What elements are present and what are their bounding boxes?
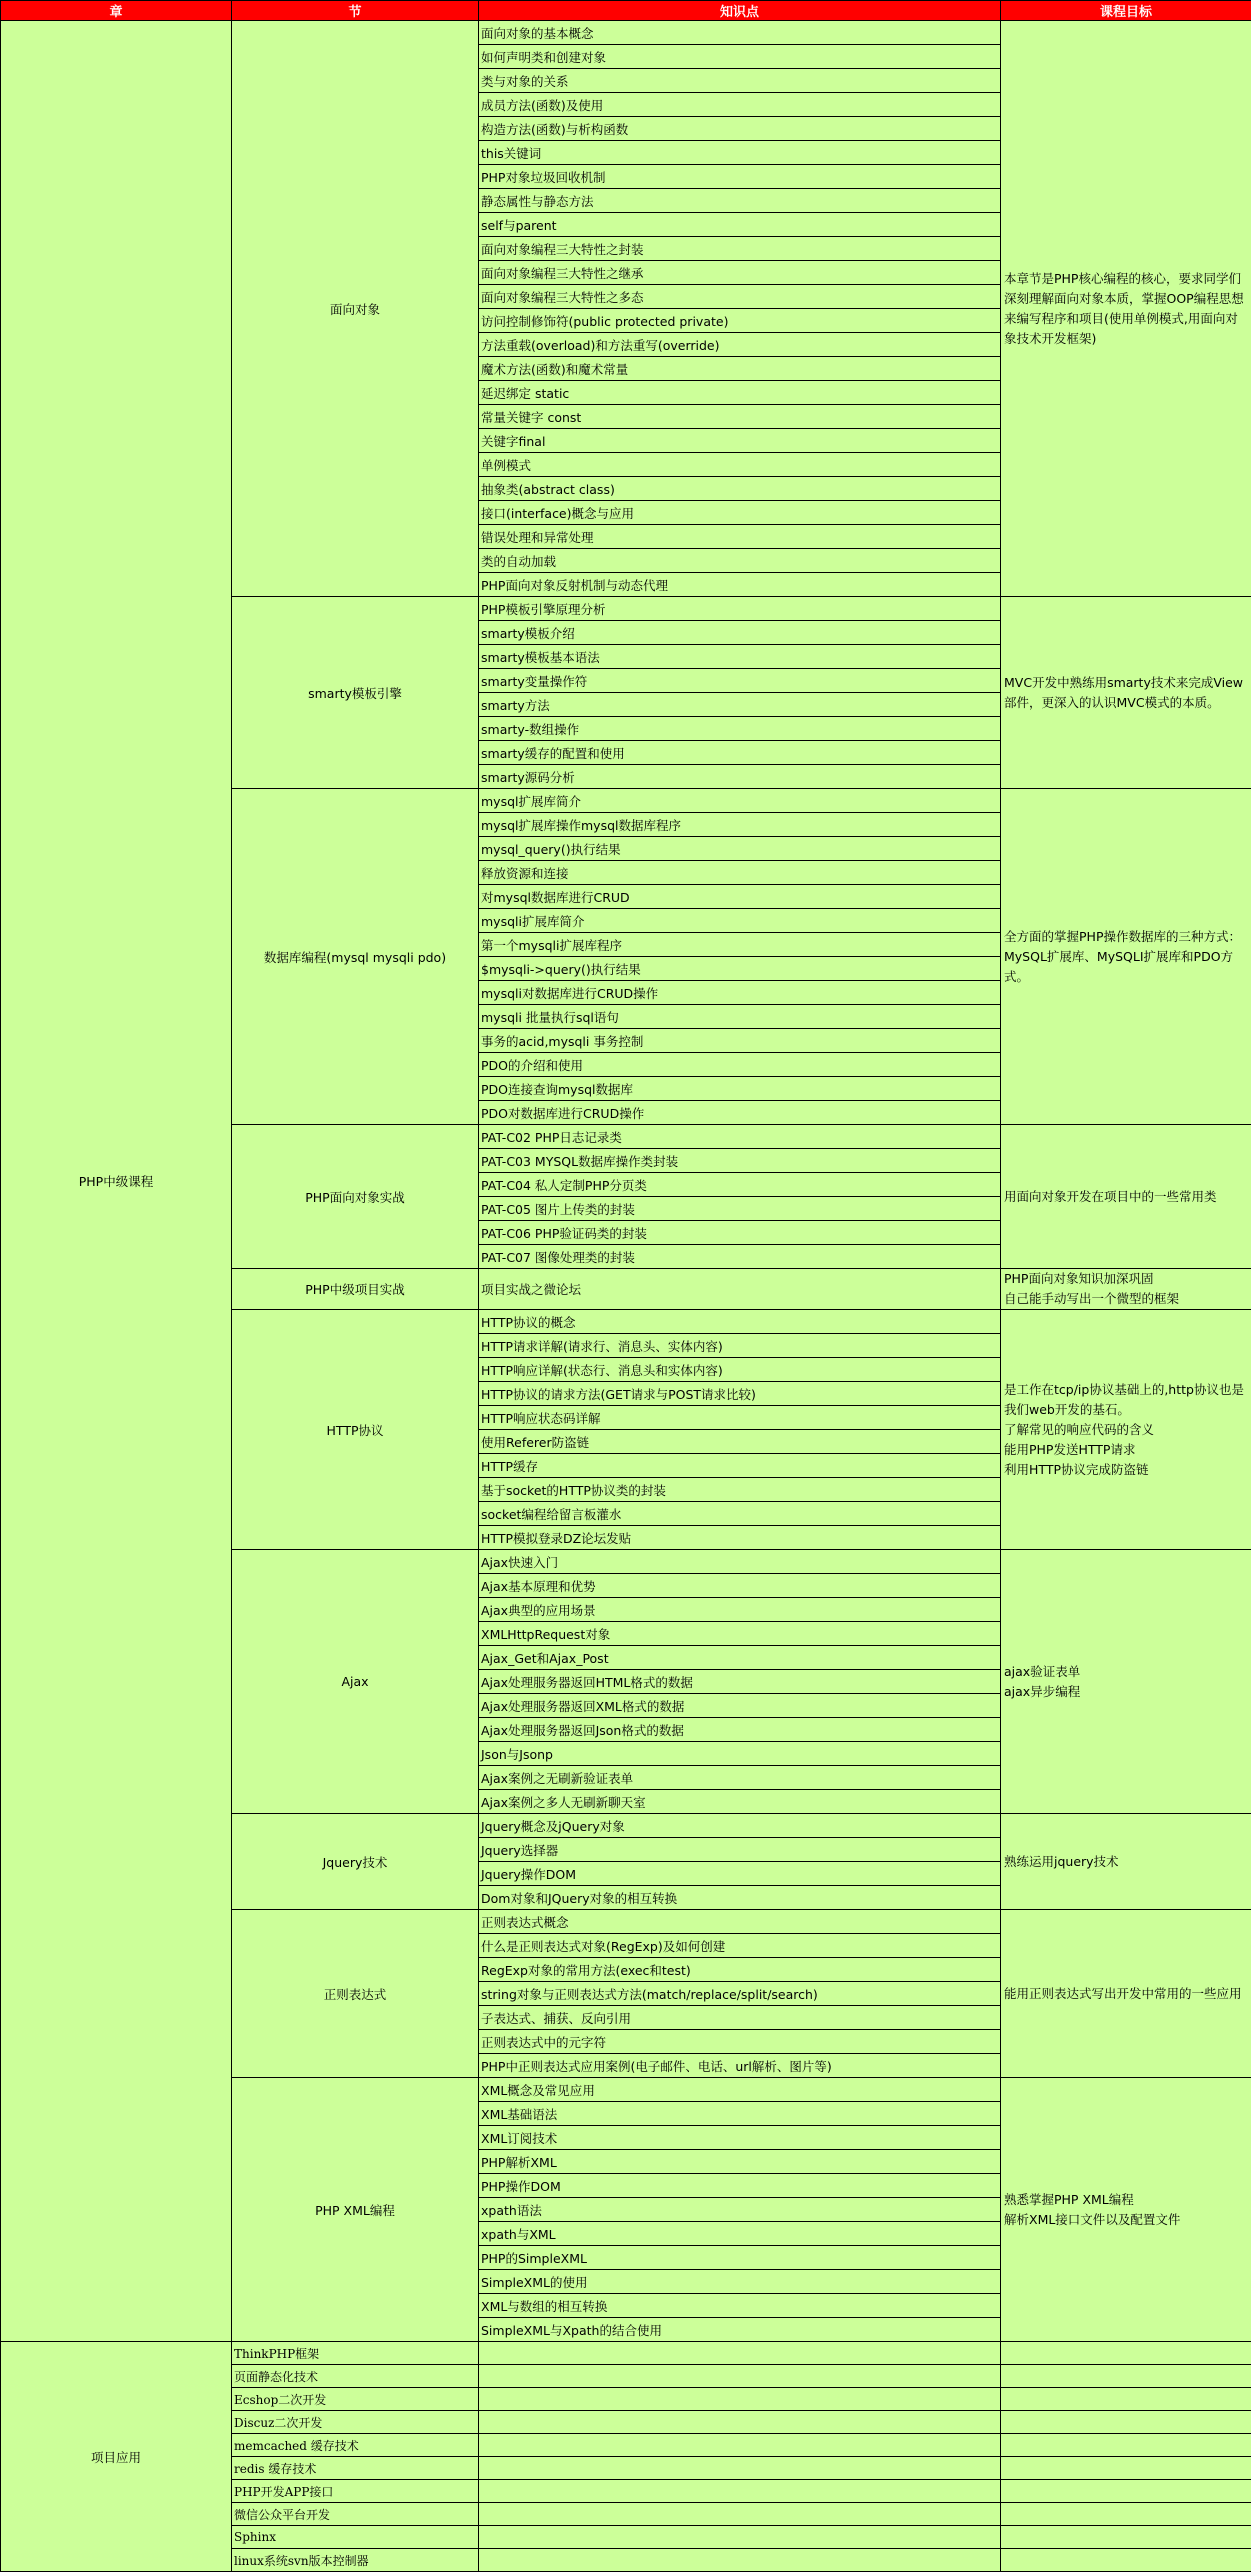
course-goal-cell: ajax验证表单 ajax异步编程 xyxy=(1001,1550,1251,1814)
course-goal-cell: 是工作在tcp/ip协议基础上的,http协议也是我们web开发的基石。 了解常见的响应代码的含义 能用PHP发送HTTP请求 利用HTTP协议完成防盗链 xyxy=(1001,1310,1251,1550)
knowledge-point: PAT-C06 PHP验证码类的封装 xyxy=(479,1221,1001,1245)
knowledge-point: 访问控制修饰符(public protected private) xyxy=(479,309,1001,333)
knowledge-point: RegExp对象的常用方法(exec和test) xyxy=(479,1958,1001,1982)
section-cell: 面向对象 xyxy=(232,21,479,597)
knowledge-point: PAT-C03 MYSQL数据库操作类封装 xyxy=(479,1149,1001,1173)
empty-cell xyxy=(479,2342,1001,2365)
knowledge-point: smarty-数组操作 xyxy=(479,717,1001,741)
knowledge-point: self与parent xyxy=(479,213,1001,237)
project-item: Discuz二次开发 xyxy=(232,2411,479,2434)
empty-cell xyxy=(479,2365,1001,2388)
knowledge-point: 常量关键字 const xyxy=(479,405,1001,429)
section-cell: HTTP协议 xyxy=(232,1310,479,1550)
header-course-goal: 课程目标 xyxy=(1001,1,1251,21)
empty-cell xyxy=(1001,2411,1251,2434)
knowledge-point: Ajax处理服务器返回Json格式的数据 xyxy=(479,1718,1001,1742)
empty-cell xyxy=(1001,2365,1251,2388)
course-goal-cell: 熟练运用jquery技术 xyxy=(1001,1814,1251,1910)
knowledge-point: socket编程给留言板灌水 xyxy=(479,1502,1001,1526)
knowledge-point: Ajax处理服务器返回HTML格式的数据 xyxy=(479,1670,1001,1694)
knowledge-point: 面向对象编程三大特性之继承 xyxy=(479,261,1001,285)
knowledge-point: 方法重载(overload)和方法重写(override) xyxy=(479,333,1001,357)
table-header xyxy=(1,1,1251,21)
table-row xyxy=(1,2342,1251,2365)
knowledge-point: 静态属性与静态方法 xyxy=(479,189,1001,213)
knowledge-point: HTTP请求详解(请求行、消息头、实体内容) xyxy=(479,1334,1001,1358)
knowledge-point: this关键词 xyxy=(479,141,1001,165)
knowledge-point: PAT-C05 图片上传类的封装 xyxy=(479,1197,1001,1221)
empty-cell xyxy=(479,2480,1001,2503)
knowledge-point: 关键字final xyxy=(479,429,1001,453)
section-cell: PHP XML编程 xyxy=(232,2078,479,2342)
knowledge-point: 什么是正则表达式对象(RegExp)及如何创建 xyxy=(479,1934,1001,1958)
knowledge-point: 面向对象编程三大特性之封装 xyxy=(479,237,1001,261)
knowledge-point: PHP解析XML xyxy=(479,2150,1001,2174)
knowledge-point: Ajax案例之无刷新验证表单 xyxy=(479,1766,1001,1790)
knowledge-point: 基于socket的HTTP协议类的封装 xyxy=(479,1478,1001,1502)
knowledge-point: Json与Jsonp xyxy=(479,1742,1001,1766)
knowledge-point: SimpleXML的使用 xyxy=(479,2270,1001,2294)
knowledge-point: smarty模板基本语法 xyxy=(479,645,1001,669)
course-goal-cell: 用面向对象开发在项目中的一些常用类 xyxy=(1001,1125,1251,1269)
knowledge-point: Ajax快速入门 xyxy=(479,1550,1001,1574)
knowledge-point: Jquery概念及jQuery对象 xyxy=(479,1814,1001,1838)
knowledge-point: XML与数组的相互转换 xyxy=(479,2294,1001,2318)
knowledge-point: smarty源码分析 xyxy=(479,765,1001,789)
project-item: 页面静态化技术 xyxy=(232,2365,479,2388)
knowledge-point: mysqli 批量执行sql语句 xyxy=(479,1005,1001,1029)
project-item: Sphinx xyxy=(232,2526,479,2549)
knowledge-point: Ajax_Get和Ajax_Post xyxy=(479,1646,1001,1670)
knowledge-point: HTTP协议的概念 xyxy=(479,1310,1001,1334)
knowledge-point: XML基础语法 xyxy=(479,2102,1001,2126)
knowledge-point: Ajax典型的应用场景 xyxy=(479,1598,1001,1622)
section-cell: 正则表达式 xyxy=(232,1910,479,2078)
chapter-cell: PHP中级课程 xyxy=(1,21,232,2342)
header-knowledge-point: 知识点 xyxy=(479,1,1001,21)
knowledge-point: PDO对数据库进行CRUD操作 xyxy=(479,1101,1001,1125)
knowledge-point: mysqli扩展库简介 xyxy=(479,909,1001,933)
empty-cell xyxy=(479,2457,1001,2480)
knowledge-point: $mysqli->query()执行结果 xyxy=(479,957,1001,981)
knowledge-point: PAT-C07 图像处理类的封装 xyxy=(479,1245,1001,1269)
knowledge-point: smarty缓存的配置和使用 xyxy=(479,741,1001,765)
knowledge-point: HTTP协议的请求方法(GET请求与POST请求比较) xyxy=(479,1382,1001,1406)
knowledge-point: Jquery操作DOM xyxy=(479,1862,1001,1886)
knowledge-point: 事务的acid,mysqli 事务控制 xyxy=(479,1029,1001,1053)
empty-cell xyxy=(479,2549,1001,2572)
knowledge-point: XML订阅技术 xyxy=(479,2126,1001,2150)
knowledge-point: PHP面向对象反射机制与动态代理 xyxy=(479,573,1001,597)
table-row xyxy=(1,21,1251,45)
project-item: Ecshop二次开发 xyxy=(232,2388,479,2411)
empty-cell xyxy=(479,2503,1001,2526)
project-item: ThinkPHP框架 xyxy=(232,2342,479,2365)
knowledge-point: xpath与XML xyxy=(479,2222,1001,2246)
section-cell: 数据库编程(mysql mysqli pdo) xyxy=(232,789,479,1125)
section-cell: smarty模板引擎 xyxy=(232,597,479,789)
knowledge-point: HTTP响应详解(状态行、消息头和实体内容) xyxy=(479,1358,1001,1382)
empty-cell xyxy=(479,2388,1001,2411)
empty-cell xyxy=(1001,2457,1251,2480)
knowledge-point: 释放资源和连接 xyxy=(479,861,1001,885)
empty-cell xyxy=(1001,2480,1251,2503)
knowledge-point: 魔术方法(函数)和魔术常量 xyxy=(479,357,1001,381)
knowledge-point: Jquery选择器 xyxy=(479,1838,1001,1862)
knowledge-point: PDO连接查询mysql数据库 xyxy=(479,1077,1001,1101)
knowledge-point: 对mysql数据库进行CRUD xyxy=(479,885,1001,909)
chapter-cell: 项目应用 xyxy=(1,2342,232,2572)
empty-cell xyxy=(479,2434,1001,2457)
empty-cell xyxy=(1001,2503,1251,2526)
knowledge-point: XMLHttpRequest对象 xyxy=(479,1622,1001,1646)
course-goal-cell: 熟悉掌握PHP XML编程 解析XML接口文件以及配置文件 xyxy=(1001,2078,1251,2342)
knowledge-point: 如何声明类和创建对象 xyxy=(479,45,1001,69)
knowledge-point: 使用Referer防盗链 xyxy=(479,1430,1001,1454)
empty-cell xyxy=(1001,2388,1251,2411)
knowledge-point: 接口(interface)概念与应用 xyxy=(479,501,1001,525)
knowledge-point: PHP操作DOM xyxy=(479,2174,1001,2198)
knowledge-point: PHP的SimpleXML xyxy=(479,2246,1001,2270)
knowledge-point: Ajax处理服务器返回XML格式的数据 xyxy=(479,1694,1001,1718)
knowledge-point: smarty变量操作符 xyxy=(479,669,1001,693)
knowledge-point: 项目实战之微论坛 xyxy=(479,1269,1001,1310)
knowledge-point: Ajax基本原理和优势 xyxy=(479,1574,1001,1598)
knowledge-point: PHP中正则表达式应用案例(电子邮件、电话、url解析、图片等) xyxy=(479,2054,1001,2078)
knowledge-point: mysql扩展库简介 xyxy=(479,789,1001,813)
knowledge-point: HTTP缓存 xyxy=(479,1454,1001,1478)
table-body xyxy=(1,21,1251,2572)
empty-cell xyxy=(1001,2549,1251,2572)
knowledge-point: smarty模板介绍 xyxy=(479,621,1001,645)
section-cell: Ajax xyxy=(232,1550,479,1814)
knowledge-point: 抽象类(abstract class) xyxy=(479,477,1001,501)
knowledge-point: xpath语法 xyxy=(479,2198,1001,2222)
knowledge-point: mysqli对数据库进行CRUD操作 xyxy=(479,981,1001,1005)
knowledge-point: 类与对象的关系 xyxy=(479,69,1001,93)
empty-cell xyxy=(479,2526,1001,2549)
knowledge-point: PHP对象垃圾回收机制 xyxy=(479,165,1001,189)
knowledge-point: 子表达式、捕获、反向引用 xyxy=(479,2006,1001,2030)
knowledge-point: Ajax案例之多人无刷新聊天室 xyxy=(479,1790,1001,1814)
section-cell: Jquery技术 xyxy=(232,1814,479,1910)
knowledge-point: 第一个mysqli扩展库程序 xyxy=(479,933,1001,957)
knowledge-point: mysql扩展库操作mysql数据库程序 xyxy=(479,813,1001,837)
knowledge-point: 正则表达式概念 xyxy=(479,1910,1001,1934)
knowledge-point: mysql_query()执行结果 xyxy=(479,837,1001,861)
knowledge-point: PAT-C04 私人定制PHP分页类 xyxy=(479,1173,1001,1197)
empty-cell xyxy=(1001,2526,1251,2549)
course-goal-cell: 本章节是PHP核心编程的核心，要求同学们深刻理解面向对象本质，掌握OOP编程思想来编写程序和项目(使用单例模式,用面向对象技术开发框架) xyxy=(1001,21,1251,597)
knowledge-point: Dom对象和JQuery对象的相互转换 xyxy=(479,1886,1001,1910)
course-goal-cell: MVC开发中熟练用smarty技术来完成View部件，更深入的认识MVC模式的本质。 xyxy=(1001,597,1251,789)
empty-cell xyxy=(1001,2342,1251,2365)
course-goal-cell: 全方面的掌握PHP操作数据库的三种方式：MySQL扩展库、MySQLI扩展库和PDO方式。 xyxy=(1001,789,1251,1125)
project-item: redis 缓存技术 xyxy=(232,2457,479,2480)
knowledge-point: string对象与正则表达式方法(match/replace/split/search) xyxy=(479,1982,1001,2006)
course-goal-cell: PHP面向对象知识加深巩固 自己能手动写出一个微型的框架 xyxy=(1001,1269,1251,1310)
knowledge-point: 正则表达式中的元字符 xyxy=(479,2030,1001,2054)
knowledge-point: 类的自动加载 xyxy=(479,549,1001,573)
section-cell: PHP中级项目实战 xyxy=(232,1269,479,1310)
knowledge-point: HTTP响应状态码详解 xyxy=(479,1406,1001,1430)
project-item: linux系统svn版本控制器 xyxy=(232,2549,479,2572)
empty-cell xyxy=(479,2411,1001,2434)
knowledge-point: PHP模板引擎原理分析 xyxy=(479,597,1001,621)
knowledge-point: PDO的介绍和使用 xyxy=(479,1053,1001,1077)
project-item: 微信公众平台开发 xyxy=(232,2503,479,2526)
knowledge-point: PAT-C02 PHP日志记录类 xyxy=(479,1125,1001,1149)
section-cell: PHP面向对象实战 xyxy=(232,1125,479,1269)
knowledge-point: 成员方法(函数)及使用 xyxy=(479,93,1001,117)
project-item: memcached 缓存技术 xyxy=(232,2434,479,2457)
knowledge-point: SimpleXML与Xpath的结合使用 xyxy=(479,2318,1001,2342)
knowledge-point: 错误处理和异常处理 xyxy=(479,525,1001,549)
empty-cell xyxy=(1001,2434,1251,2457)
knowledge-point: XML概念及常见应用 xyxy=(479,2078,1001,2102)
knowledge-point: 面向对象编程三大特性之多态 xyxy=(479,285,1001,309)
knowledge-point: 面向对象的基本概念 xyxy=(479,21,1001,45)
knowledge-point: smarty方法 xyxy=(479,693,1001,717)
header-section: 节 xyxy=(232,1,479,21)
course-goal-cell: 能用正则表达式写出开发中常用的一些应用 xyxy=(1001,1910,1251,2078)
knowledge-point: 构造方法(函数)与析构函数 xyxy=(479,117,1001,141)
knowledge-point: 单例模式 xyxy=(479,453,1001,477)
header-chapter: 章 xyxy=(1,1,232,21)
knowledge-point: HTTP模拟登录DZ论坛发贴 xyxy=(479,1526,1001,1550)
knowledge-point: 延迟绑定 static xyxy=(479,381,1001,405)
project-item: PHP开发APP接口 xyxy=(232,2480,479,2503)
